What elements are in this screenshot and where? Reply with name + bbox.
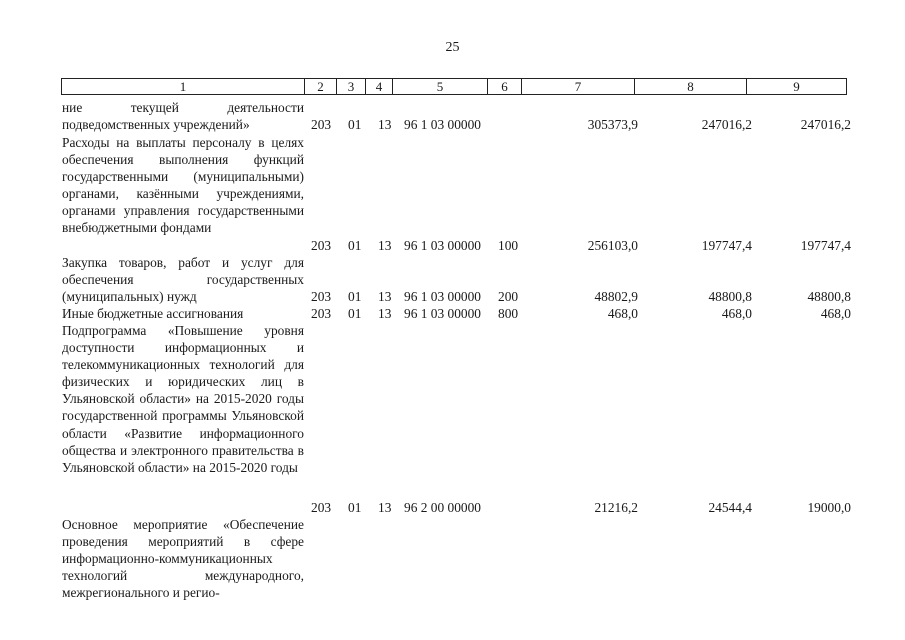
- row-amount-col7: 256103,0: [587, 238, 638, 253]
- row-amount-col9: 48800,8: [807, 289, 851, 304]
- row-amount-col8: 24544,4: [708, 500, 752, 515]
- row-description: Иные бюджетные ассигнования: [62, 306, 244, 321]
- row-code-section: 01: [348, 289, 362, 304]
- row-code-subsection: 13: [378, 289, 392, 304]
- row-code-admin: 203: [311, 500, 332, 515]
- row-code-expense-type: 200: [498, 289, 519, 304]
- row-amount-col7: 21216,2: [594, 500, 638, 515]
- row-amount-col7: 305373,9: [587, 117, 638, 132]
- row-amount-col8: 468,0: [721, 306, 752, 321]
- row-amount-col7: 468,0: [607, 306, 638, 321]
- header-col-9: 9: [747, 79, 847, 95]
- row-amount-col8: 197747,4: [701, 238, 752, 253]
- row-code-admin: 203: [311, 117, 332, 132]
- column-header-table: [61, 78, 847, 95]
- row-amount-col9: 247016,2: [800, 117, 851, 132]
- row-code-admin: 203: [311, 306, 332, 321]
- row-amount-col9: 197747,4: [800, 238, 851, 253]
- row-code-target: 96 1 03 00000: [404, 117, 481, 132]
- row-code-section: 01: [348, 117, 362, 132]
- row-code-section: 01: [348, 238, 362, 253]
- page-number: 25: [445, 40, 460, 55]
- row-description: Закупка товаров, работ и услуг для обеспечения государственных (муниципальных) нужд: [62, 255, 304, 305]
- row-code-section: 01: [348, 306, 362, 321]
- row-code-expense-type: 100: [498, 238, 519, 253]
- header-col-4: 4: [366, 79, 393, 95]
- row-amount-col7: 48802,9: [594, 289, 638, 304]
- row-code-admin: 203: [311, 289, 332, 304]
- row-code-target: 96 2 00 00000: [404, 500, 481, 515]
- row-description: Основное мероприятие «Обеспечение проведения мероприятий в сфере информационно-коммуникационных технологий международного, межрегионального и регио-: [62, 517, 304, 601]
- row-description: Расходы на выплаты персоналу в целях обеспечения выполнения функций государственными (муниципальными) органами, казёнными учреждениями, органами управления государственными внебюджетными фондами: [62, 135, 304, 236]
- row-code-subsection: 13: [378, 306, 392, 321]
- row-code-target: 96 1 03 00000: [404, 306, 481, 321]
- row-code-subsection: 13: [378, 238, 392, 253]
- row-amount-col9: 19000,0: [807, 500, 851, 515]
- header-col-3: 3: [337, 79, 366, 95]
- header-col-1: 1: [62, 79, 305, 95]
- row-description: Подпрограмма «Повышение уровня доступности информационных и телекоммуникационных технологий для физических и юридических лиц в Ульяновской области» на 2015-2020 годы государственной программы Ульяновской области «Развитие информационного общества и электронного правительства в Ульяновской области» на 2015-2020 годы: [62, 323, 304, 475]
- row-code-section: 01: [348, 500, 362, 515]
- header-col-6: 6: [488, 79, 522, 95]
- header-col-8: 8: [635, 79, 747, 95]
- row-code-target: 96 1 03 00000: [404, 238, 481, 253]
- row-amount-col8: 247016,2: [701, 117, 752, 132]
- header-col-2: 2: [305, 79, 337, 95]
- row-amount-col8: 48800,8: [708, 289, 752, 304]
- header-col-7: 7: [522, 79, 635, 95]
- row-description: ние текущей деятельности подведомственных учреждений»: [62, 100, 304, 133]
- header-col-5: 5: [393, 79, 488, 95]
- row-code-subsection: 13: [378, 500, 392, 515]
- row-code-expense-type: 800: [498, 306, 519, 321]
- row-code-target: 96 1 03 00000: [404, 289, 481, 304]
- row-code-subsection: 13: [378, 117, 392, 132]
- row-amount-col9: 468,0: [820, 306, 851, 321]
- row-code-admin: 203: [311, 238, 332, 253]
